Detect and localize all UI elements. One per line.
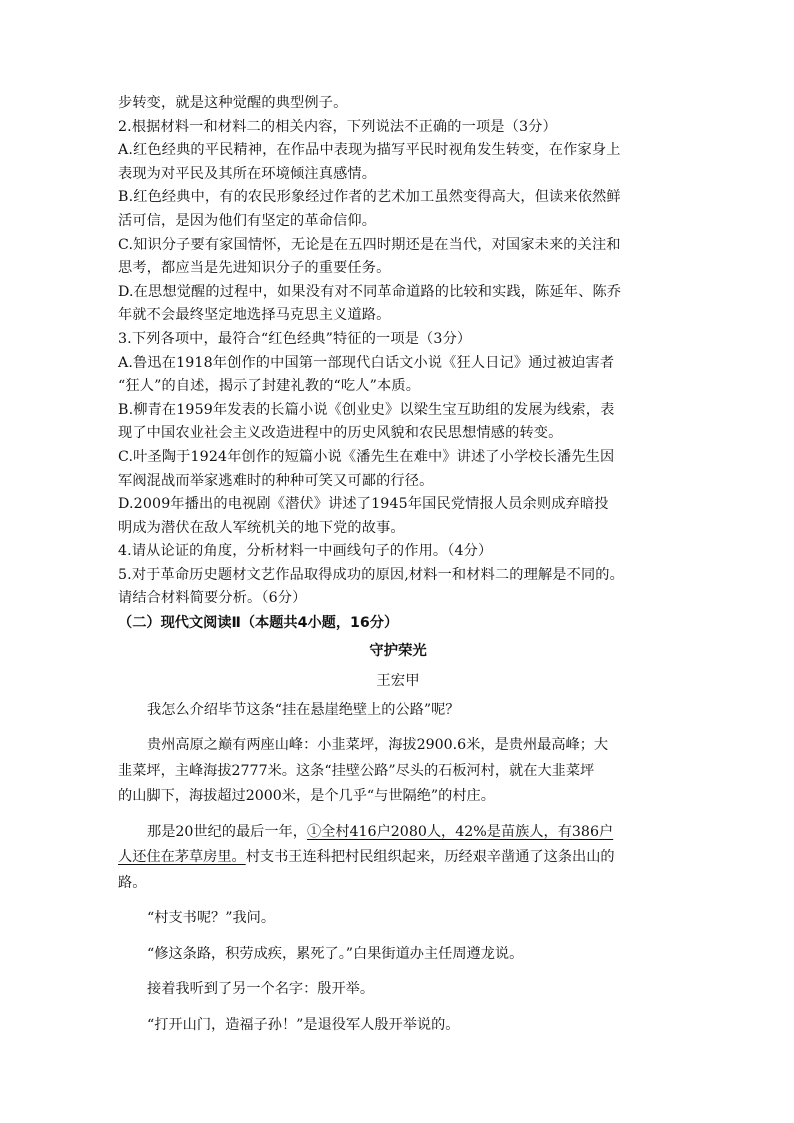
q2-option-a-line2: 表现为对平民及其所在环境倾注真感情。	[118, 165, 377, 182]
q3-stem: 3.下列各项中，最符合“红色经典”特征的一项是（3分）	[118, 330, 472, 347]
essay-paragraph-7	[118, 1013, 678, 1039]
p3-intro: 那是20世纪的最后一年，	[147, 823, 307, 840]
p6-line1: 接着我听到了另一个名字：殷开举。	[147, 981, 375, 998]
p3-continuation: 村支书王连科把村民组织起来，历经艰辛凿通了这条出山的	[245, 849, 615, 866]
essay-author: 王宏甲	[376, 672, 420, 689]
question-4: 4.请从论证的角度，分析材料一中画线句子的作用。（4分）	[118, 543, 493, 560]
question-2	[118, 116, 678, 328]
essay-paragraph-6	[118, 977, 678, 1003]
q2-stem: 2.根据材料一和材料二的相关内容，下列说法不正确的一项是（3分）	[118, 118, 557, 135]
document-page	[118, 92, 678, 1048]
q3-option-b-line1: B.柳青在1959年发表的长篇小说《创业史》以梁生宝互助组的发展为线索，表	[118, 401, 615, 418]
underlined-sentence-part2: 人还住在茅草房里。	[118, 849, 246, 866]
essay-paragraph-4	[118, 906, 678, 932]
q3-option-b-line2: 现了中国农业社会主义改造进程中的历史风貌和农民思想情感的转变。	[118, 425, 563, 442]
q3-option-a-line2: “狂人”的自述，揭示了封建礼教的“吃人”本质。	[118, 378, 421, 395]
essay-paragraph-2	[118, 733, 678, 810]
q5-line2: 请结合材料简要分析。（6分）	[118, 590, 307, 607]
q3-option-d-line1: D.2009年播出的电视剧《潜伏》讲述了1945年国民党情报人员余则成弃暗投	[118, 496, 609, 513]
q2-option-a-line1: A.红色经典的平民精神，在作品中表现为描写平民时视角发生转变，在作家身上	[118, 142, 621, 159]
underlined-sentence-part1: ①全村416户2080人，42%是苗族人，有386户	[306, 823, 614, 840]
q2-option-c-line2: 思考，都应当是先进知识分子的重要任务。	[118, 260, 391, 277]
p1-line1: 我怎么介绍毕节这条“挂在悬崖绝壁上的公路”呢？	[147, 701, 460, 718]
essay-paragraph-1	[118, 698, 678, 724]
p2-line3: 的山脚下，海拔超过2000米，是个几乎“与世隔绝”的村庄。	[118, 788, 495, 805]
p3-line2	[118, 845, 678, 871]
question-5	[118, 564, 678, 611]
q2-option-c-line1: C.知识分子要有家国情怀，无论是在五四时期还是在当代，对国家未来的关注和	[118, 236, 621, 253]
q3-option-a-line1: A.鲁迅在1918年创作的中国第一部现代白话文小说《狂人日记》通过被迫害者	[118, 354, 615, 371]
p2-line2: 韭菜坪，主峰海拔2777米。这条“挂壁公路”尽头的石板河村，就在大韭菜坪	[118, 762, 595, 779]
q5-line1: 5.对于革命历史题材文艺作品取得成功的原因,材料一和材料二的理解是不同的。	[118, 566, 624, 583]
q1-tail-line: 步转变，就是这种觉醒的典型例子。	[118, 95, 348, 111]
q2-option-b-line2: 活可信，是因为他们有坚定的革命信仰。	[118, 212, 377, 229]
p3-line1	[118, 820, 678, 846]
p2-line1: 贵州高原之巅有两座山峰：小韭菜坪，海拔2900.6米，是贵州最高峰；大	[147, 737, 609, 754]
q3-option-d-line2: 明成为潜伏在敌人军统机关的地下党的故事。	[118, 519, 405, 536]
p4-line1: “村支书呢？”我问。	[147, 910, 276, 927]
q2-option-d-line1: D.在思想觉醒的过程中，如果没有对不同革命道路的比较和实践，陈延年、陈乔	[118, 283, 622, 300]
p5-line1: “修这条路，积劳成疾，累死了。”白果街道办主任周遵龙说。	[147, 945, 524, 962]
essay-title: 守护荣光	[369, 642, 427, 659]
essay-paragraph-5	[118, 942, 678, 968]
question-3	[118, 328, 678, 540]
essay-paragraph-3	[118, 820, 678, 897]
section-heading: （二）现代文阅读Ⅱ（本题共4小题，16分）	[118, 615, 399, 632]
q3-option-c-line2: 军阀混战而举家逃难时的种种可笑又可鄙的行径。	[118, 472, 434, 489]
q3-option-c-line1: C.叶圣陶于1924年创作的短篇小说《潘先生在难中》讲述了小学校长潘先生因	[118, 448, 615, 465]
q2-option-d-line2: 年就不会最终坚定地选择马克思主义道路。	[118, 307, 391, 324]
p3-line3: 路。	[118, 874, 147, 891]
q2-option-b-line1: B.红色经典中，有的农民形象经过作者的艺术加工虽然变得高大，但读来依然鲜	[118, 189, 621, 206]
p7-line1: “打开山门，造福子孙！”是退役军人殷开举说的。	[147, 1016, 460, 1033]
